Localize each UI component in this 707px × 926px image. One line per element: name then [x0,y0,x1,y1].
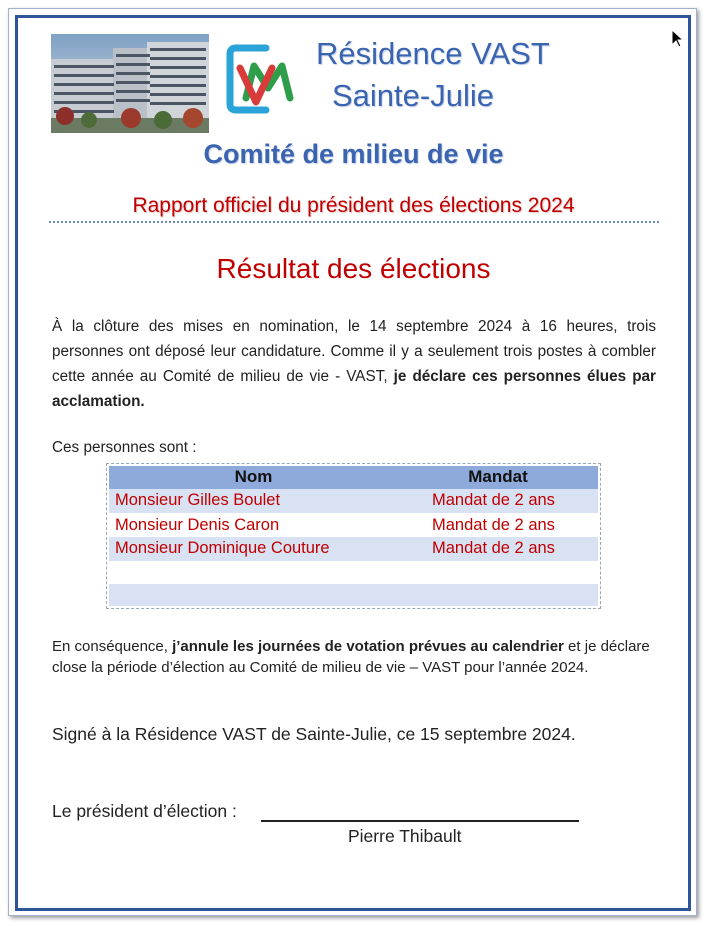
table-row [109,489,598,513]
conclusion-paragraph [52,636,656,678]
table-row [109,514,598,538]
conclusion-text: En conséquence, [52,638,173,655]
signature-name: Pierre Thibault [348,826,462,846]
list-intro: Ces personnes sont : [52,439,197,456]
intro-text: À la clôture des mises en nomination, le 14 septembre 2024 à 16 heures, trois personnes ont déposé leur candidature. Comme il y a seulement trois postes à combler cette année au Comité de milieu de vie - VAST, [52,318,656,385]
cell-name: Monsieur Gilles Boulet [115,491,281,509]
results-heading: Résultat des élections [216,253,491,284]
signed-statement: Signé à la Résidence VAST de Sainte-Julie, ce 15 septembre 2024. [52,724,576,744]
table-row [109,584,598,606]
intro-bold-text: je déclare ces personnes élues par acclamation. [52,368,657,410]
table-header-row [109,466,598,489]
committee-title: Comité de milieu de vie [203,139,504,169]
cell-mandat: Mandat de 2 ans [432,491,555,509]
conclusion-rest-text: et je déclare close la période d’élection au Comité de milieu de vie – VAST pour l’année 2024. [52,638,650,676]
elected-table [109,466,598,606]
signature-line [261,820,579,822]
conclusion-bold-text: j’annule les journées de votation prévues au calendrier [172,638,564,655]
signature-label: Le président d’élection : [52,801,237,821]
cell-mandat: Mandat de 2 ans [432,539,555,557]
table-row [109,561,598,585]
report-title: Rapport officiel du président des élections 2024 [132,194,575,217]
mouse-cursor-icon [671,29,685,49]
header-mandat: Mandat [468,467,528,486]
cell-mandat: Mandat de 2 ans [432,516,555,534]
dotted-divider [49,221,659,223]
cell-name: Monsieur Dominique Couture [115,539,330,557]
brand-name: Résidence VAST [316,36,550,71]
cmv-logo-icon [226,44,302,114]
brand-city: Sainte-Julie [332,78,494,113]
header-name: Nom [234,467,273,486]
table-row [109,537,598,561]
building-photo [51,34,209,133]
intro-paragraph [52,314,656,414]
cell-name: Monsieur Denis Caron [115,516,280,534]
